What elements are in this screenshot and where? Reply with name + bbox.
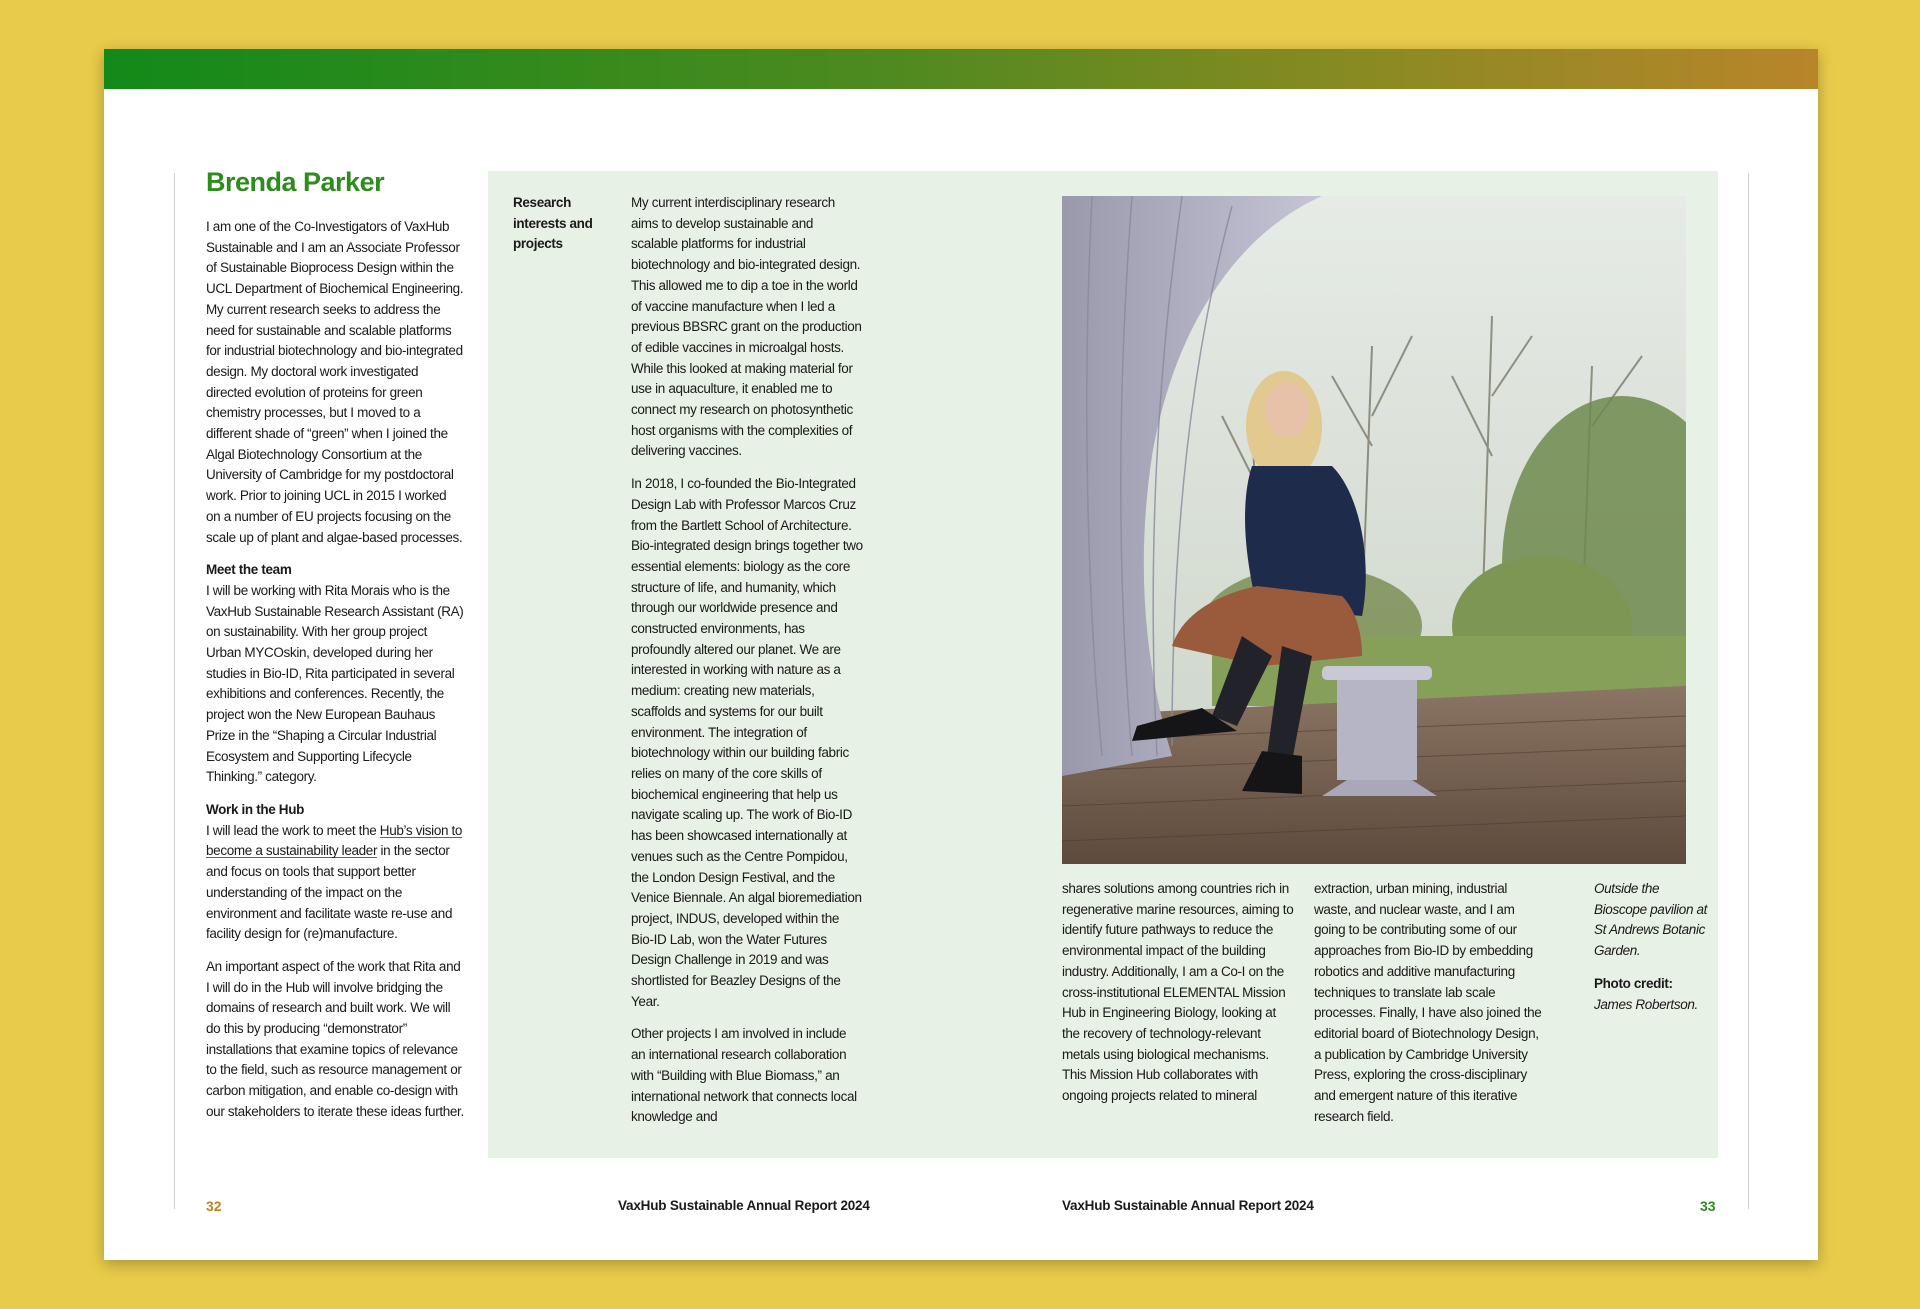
gradient-header-bar — [104, 49, 1818, 89]
research-paragraph-4: shares solutions among countries rich in regenerative marine resources, aiming to identify future pathways to reduce the environmental impact of the building industry. Additionally, I am a Co-I on the cross-institutional ELEMENTAL Mission Hub in Engineering Biology, looking at the recovery of technology-relevant metals using biological mechanisms. This Mission Hub collaborates with ongoing projects related to mineral — [1062, 881, 1294, 1104]
research-column-3 — [1314, 879, 1546, 1139]
report-spread — [104, 49, 1818, 1260]
left-column-text — [206, 217, 464, 1135]
portrait-photo-illustration — [1062, 196, 1686, 864]
meet-team-paragraph: I will be working with Rita Morais who is the VaxHub Sustainable Research Assistant (RA) on sustainability. With her group project Urban MYCOskin, developed during her studies in Bio-ID, Rita participated in several exhibitions and conferences. Recently, the project won the New European Bauhaus Prize in the “Shaping a Circular Industrial Ecosystem and Supporting Lifecycle Thinking.” category. — [206, 582, 464, 785]
caption-text: Outside the Bioscope pavilion at St Andrews Botanic Garden. — [1594, 881, 1708, 959]
right-margin-rule — [1748, 173, 1749, 1209]
footer-title-right: VaxHub Sustainable Annual Report 2024 — [1062, 1198, 1314, 1213]
work-hub-paragraph: I will lead the work to meet the Hub’s vision to become a sustainability leader in the sector and focus on tools that support better understanding of the impact on the environment and facilitate waste re-use and facility design for (re)manufacture. — [206, 822, 463, 942]
page-number-left: 32 — [206, 1198, 222, 1214]
portrait-photo — [1062, 196, 1686, 864]
research-paragraph-2: In 2018, I co-founded the Bio-Integrated Design Lab with Professor Marcos Cruz from the Bartlett School of Architecture. Bio-integrated design brings together two essential elements: biology as the core structure of life, and humanity, which through our worldwide presence and constructed environments, has profoundly altered our planet. We are interested in working with nature as a medium: creating new materials, scaffolds and systems for our built environment. The integration of biotechnology within our building fabric relies on many of the core skills of biochemical engineering that help us navigate scaling up. The work of Bio-ID has been showcased internationally at venues such as the Centre Pompidou, the London Design Festival, and the Venice Biennale. An algal bioremediation project, INDUS, developed within the Bio-ID Lab, won the Water Futures Design Challenge in 2019 and was shortlisted for Beazley Designs of the Year. — [631, 476, 863, 1009]
photo-caption — [1594, 879, 1714, 1027]
research-paragraph-3: Other projects I am involved in include an international research collaboration with “Building with Blue Biomass,” an international network that connects local knowledge and — [631, 1026, 857, 1125]
photo-credit — [1594, 974, 1714, 1015]
research-column-2 — [1062, 879, 1294, 1119]
intro-paragraph: I am one of the Co-Investigators of VaxHub Sustainable and I am an Associate Professor of Sustainable Bioprocess Design within the UCL Department of Biochemical Engineering. My current research seeks to address the need for sustainable and scalable platforms for industrial biotechnology and bio-integrated design. My doctoral work investigated directed evolution of proteins for green chemistry processes, but I moved to a different shade of “green” when I joined the Algal Biotechnology Consortium at the University of Cambridge for my postdoctoral work. Prior to joining UCL in 2015 I worked on a number of EU projects focusing on the scale up of plant and algae-based processes. — [206, 219, 464, 545]
research-column-1 — [631, 193, 863, 1140]
credit-label: Photo credit: — [1594, 975, 1673, 991]
credit-name: James Robertson. — [1594, 996, 1698, 1012]
page-number-right: 33 — [1700, 1198, 1716, 1214]
meet-team-heading: Meet the team — [206, 562, 292, 578]
hub-vision-link[interactable]: Hub’s vision to become a sustainability leader — [206, 822, 463, 859]
research-label: Research interests and projects — [513, 195, 593, 252]
work-hub-heading: Work in the Hub — [206, 801, 304, 817]
research-paragraph-1: My current interdisciplinary research aims to develop sustainable and scalable platforms for industrial biotechnology and bio-integrated design. This allowed me to dip a toe in the world of vaccine manufacture when I led a previous BBSRC grant on the production of edible vaccines in microalgal hosts. While this looked at making material for use in aquaculture, it enabled me to connect my research on photosynthetic host organisms with the complexities of delivering vaccines. — [631, 195, 862, 459]
person-name: Brenda Parker — [206, 167, 385, 197]
aspect-paragraph: An important aspect of the work that Rita and I will do in the Hub will involve bridging the domains of research and built work. We will do this by producing “demonstrator” installations that examine topics of relevance to the field, such as resource management or carbon mitigation, and enable co-design with our stakeholders to iterate these ideas further. — [206, 958, 464, 1119]
research-paragraph-5: extraction, urban mining, industrial waste, and nuclear waste, and I am going to be contributing some of our approaches from Bio-ID by embedding robotics and additive manufacturing techniques to translate lab scale processes. Finally, I have also joined the editorial board of Biotechnology Design, a publication by Cambridge University Press, exploring the cross-disciplinary and emergent nature of this iterative research field. — [1314, 881, 1542, 1124]
left-margin-rule — [174, 173, 175, 1209]
footer-title-left: VaxHub Sustainable Annual Report 2024 — [618, 1198, 870, 1213]
